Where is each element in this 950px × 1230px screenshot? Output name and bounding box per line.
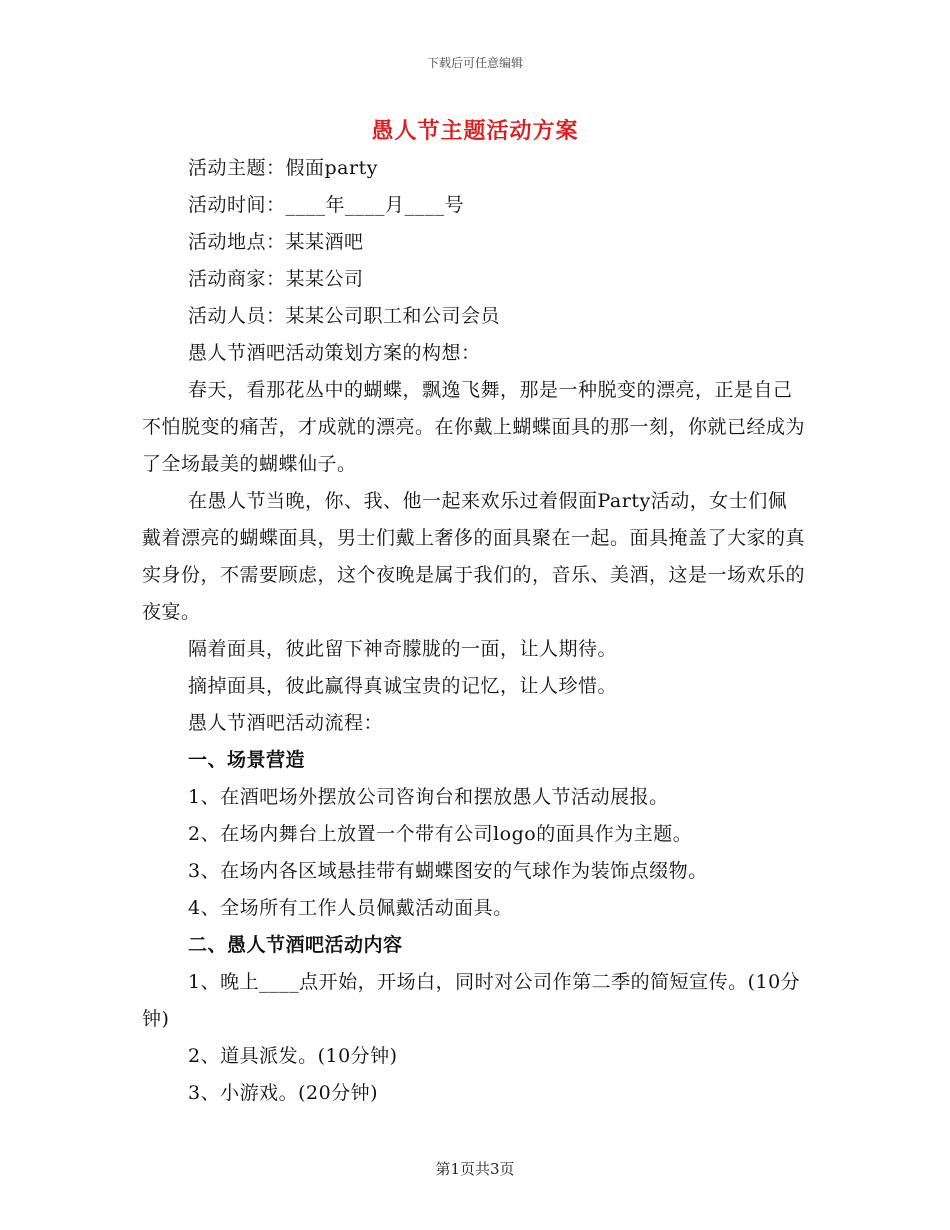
activity-location: 活动地点：某某酒吧 xyxy=(188,231,364,253)
scene-item-4: 4、全场所有工作人员佩戴活动面具。 xyxy=(188,897,513,919)
activity-time: 活动时间：____年____月____号 xyxy=(188,194,465,216)
content-item-3: 3、小游戏。(20分钟) xyxy=(188,1082,379,1104)
activity-merchant: 活动商家：某某公司 xyxy=(188,268,364,290)
concept-paragraph-2: 在愚人节当晚，你、我、他一起来欢乐过着假面Party活动，女士们佩戴着漂亮的蝴蝶面具，男士们戴上奢侈的面具聚在一起。面具掩盖了大家的真实身份，不需要顾虑，这个夜晚是属于我们的，音乐、美酒，这是一场欢乐的夜宴。 xyxy=(142,490,806,623)
activity-participants: 活动人员：某某公司职工和公司会员 xyxy=(188,305,501,327)
document-title: 愚人节主题活动方案 xyxy=(371,118,579,144)
process-heading: 愚人节酒吧活动流程： xyxy=(188,712,384,734)
activity-theme: 活动主题：假面party xyxy=(188,157,378,179)
section-heading-scene: 一、场景营造 xyxy=(188,749,306,771)
concept-paragraph-1: 春天，看那花丛中的蝴蝶，飘逸飞舞，那是一种脱变的漂亮，正是自己不怕脱变的痛苦，才成就的漂亮。在你戴上蝴蝶面具的那一刻，你就已经成为了全场最美的蝴蝶仙子。 xyxy=(142,379,806,475)
page-footer: 第1页共3页 xyxy=(435,1160,515,1178)
page-header-note: 下载后可任意编辑 xyxy=(426,56,523,70)
concept-line-2: 摘掉面具，彼此赢得真诚宝贵的记忆，让人珍惜。 xyxy=(188,675,618,697)
content-item-2: 2、道具派发。(10分钟) xyxy=(188,1045,398,1067)
document-body xyxy=(142,150,806,1112)
content-item-1: 1、晚上____点开始，开场白，同时对公司作第二季的简短宣传。(10分钟) xyxy=(142,971,801,1030)
section-heading-content: 二、愚人节酒吧活动内容 xyxy=(188,934,403,956)
concept-heading: 愚人节酒吧活动策划方案的构想： xyxy=(188,342,481,364)
scene-item-2: 2、在场内舞台上放置一个带有公司logo的面具作为主题。 xyxy=(188,823,693,845)
concept-line-1: 隔着面具，彼此留下神奇朦胧的一面，让人期待。 xyxy=(188,638,618,660)
scene-item-1: 1、在酒吧场外摆放公司咨询台和摆放愚人节活动展报。 xyxy=(188,786,669,808)
scene-item-3: 3、在场内各区域悬挂带有蝴蝶图安的气球作为装饰点缀物。 xyxy=(188,860,708,882)
